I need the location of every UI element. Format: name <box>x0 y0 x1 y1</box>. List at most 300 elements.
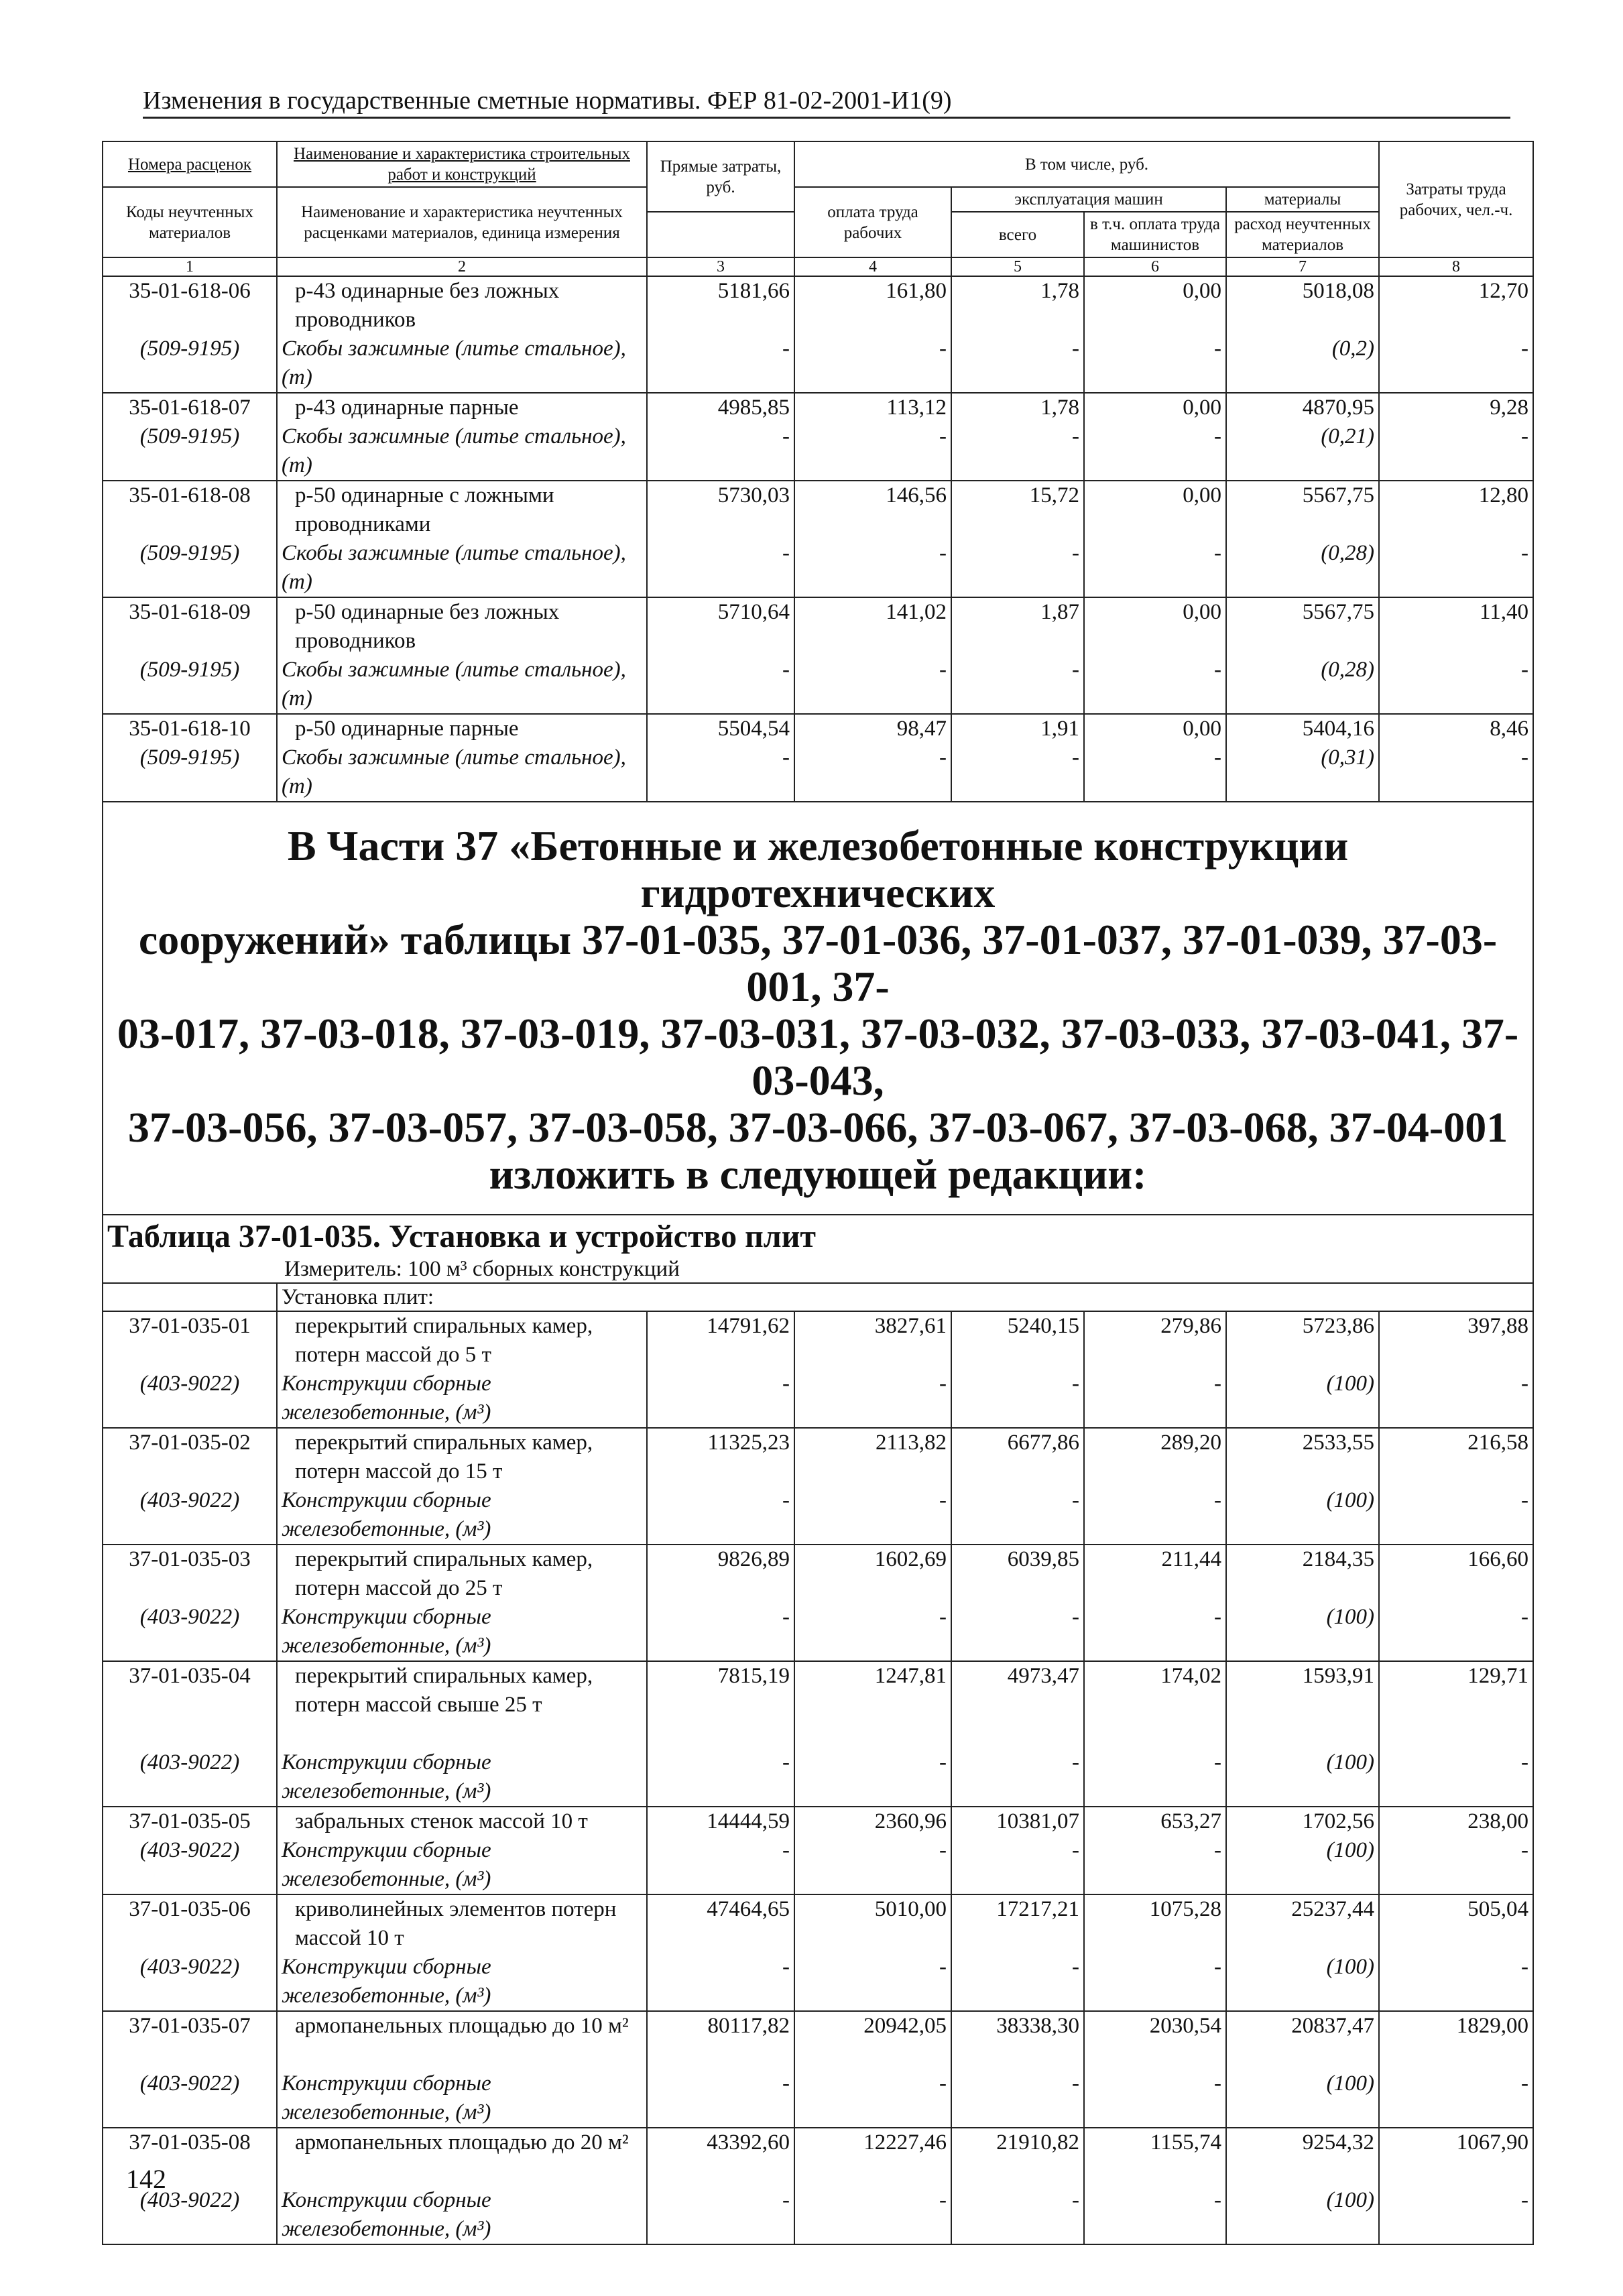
rate-value: 1155,74 <box>1150 2130 1221 2155</box>
rate-value: 14444,59 <box>707 1809 790 1833</box>
rate-value: 1067,90 <box>1456 2130 1529 2155</box>
work-name: р-50 одинарные с ложными проводниками <box>295 483 554 536</box>
rate-value: 146,56 <box>886 483 947 507</box>
material-value: - <box>939 1488 947 1512</box>
material-value: - <box>1521 2071 1529 2096</box>
rate-value: 0,00 <box>1183 279 1221 303</box>
table-row <box>103 714 1533 802</box>
table-row <box>103 1894 1533 2011</box>
rate-code: 35-01-618-09 <box>129 600 251 624</box>
table-row <box>103 481 1533 597</box>
material-value: - <box>1214 2188 1221 2212</box>
value-cell <box>1226 1661 1379 1807</box>
value-cell <box>647 1807 794 1894</box>
rate-value: 17217,21 <box>996 1897 1079 1921</box>
rate-value: 7815,19 <box>717 1664 790 1688</box>
material-value: - <box>1214 658 1221 682</box>
work-name-cell <box>277 2128 647 2244</box>
work-name-cell <box>277 1311 647 1428</box>
rate-code-cell <box>103 1428 277 1545</box>
value-cell <box>1226 714 1379 802</box>
material-code: (509-9195) <box>139 337 240 361</box>
material-name: Конструкции сборные железобетонные, (м³) <box>282 1605 491 1658</box>
material-code: (509-9195) <box>139 658 240 682</box>
work-name-cell <box>277 2011 647 2128</box>
value-cell <box>951 2011 1084 2128</box>
material-code: (403-9022) <box>139 2188 240 2212</box>
work-name-cell <box>277 393 647 481</box>
value-cell <box>794 597 951 714</box>
work-name: армопанельных площадью до 20 м² <box>295 2130 629 2155</box>
material-value: - <box>782 541 790 565</box>
rate-value: 0,00 <box>1183 600 1221 624</box>
rate-code-cell <box>103 1545 277 1661</box>
material-name: Скобы зажимные (литье стальное), (т) <box>282 541 626 594</box>
value-cell <box>794 1661 951 1807</box>
material-value: - <box>1072 424 1079 448</box>
material-name: Скобы зажимные (литье стальное), (т) <box>282 337 626 389</box>
material-name: Конструкции сборные железобетонные, (м³) <box>282 1488 491 1541</box>
value-cell <box>1379 1311 1533 1428</box>
value-cell <box>794 714 951 802</box>
rate-value: 653,27 <box>1160 1809 1221 1833</box>
work-name: перекрытий спиральных камер, потерн массой до 25 т <box>295 1547 593 1600</box>
value-cell <box>647 597 794 714</box>
rate-value: 2184,35 <box>1302 1547 1375 1571</box>
value-cell <box>1084 1311 1226 1428</box>
rate-value: 1,87 <box>1040 600 1079 624</box>
rate-code: 35-01-618-06 <box>129 279 251 303</box>
work-name: р-43 одинарные парные <box>295 396 519 420</box>
rate-value: 2360,96 <box>874 1809 947 1833</box>
rates-table <box>102 141 1534 2245</box>
material-name: Конструкции сборные железобетонные, (м³) <box>282 1955 491 2008</box>
material-value: - <box>1072 2188 1079 2212</box>
material-name: Конструкции сборные железобетонные, (м³) <box>282 1750 491 1803</box>
rate-value: 5404,16 <box>1302 717 1375 741</box>
value-cell <box>1084 714 1226 802</box>
material-value: - <box>1214 1838 1221 1862</box>
value-cell <box>647 1661 794 1807</box>
rate-value: 1,78 <box>1040 279 1079 303</box>
rate-value: 166,60 <box>1467 1547 1529 1571</box>
value-cell <box>951 1428 1084 1545</box>
rate-value: 5240,15 <box>1007 1314 1079 1338</box>
material-value: (100) <box>1326 2188 1375 2212</box>
rate-value: 6677,86 <box>1007 1431 1079 1455</box>
rate-value: 5010,00 <box>874 1897 947 1921</box>
rate-value: 2113,82 <box>875 1431 947 1455</box>
value-cell <box>1084 1661 1226 1807</box>
rate-value: 1593,91 <box>1302 1664 1375 1688</box>
rate-value: 5723,86 <box>1302 1314 1375 1338</box>
rate-code: 37-01-035-06 <box>129 1897 251 1921</box>
rate-value: 1829,00 <box>1456 2014 1529 2038</box>
rate-code-cell <box>103 597 277 714</box>
material-value: - <box>939 745 947 770</box>
work-name-cell <box>277 714 647 802</box>
material-value: - <box>939 1838 947 1862</box>
material-code: (403-9022) <box>139 1955 240 1979</box>
value-cell <box>1379 2011 1533 2128</box>
rate-value: 1,91 <box>1040 717 1079 741</box>
rate-value: 0,00 <box>1183 483 1221 507</box>
section-heading: В Части 37 «Бетонные и железобетонные конструкции гидротехнических сооружений» таблицы 37-01-035, 37-01-036, 37-01-037, 37-01-039, 37-03-001, 37- 03-017, 37-03-018, 37-03-019, 37-03-031, 37-03-032, 37-03-033, 37-03-041, 37-03-043, 37-03-056, 37-03-057, 37-03-058, 37-03-066, 37-03-067, 37-03-068, 37-04-001 изложить в следующей редакции: <box>103 802 1533 1215</box>
col-number: 3 <box>647 257 794 276</box>
rate-code-cell <box>103 714 277 802</box>
material-value: - <box>1214 745 1221 770</box>
col-labor-cost-header: Затраты труда рабочих, чел.-ч. <box>1379 141 1533 257</box>
work-name-cell <box>277 276 647 393</box>
rate-code-cell <box>103 276 277 393</box>
value-cell <box>794 276 951 393</box>
material-value: - <box>782 1955 790 1979</box>
rate-value: 5710,64 <box>717 600 790 624</box>
section-banner-row <box>103 802 1533 1215</box>
rate-value: 113,12 <box>886 396 947 420</box>
value-cell <box>1379 597 1533 714</box>
running-header: Изменения в государственные сметные нормативы. ФЕР 81-02-2001-И1(9) <box>143 86 1510 119</box>
rate-code: 37-01-035-01 <box>129 1314 251 1338</box>
material-value: (100) <box>1326 1838 1375 1862</box>
material-value: (0,28) <box>1321 541 1375 565</box>
page-number: 142 <box>126 2164 166 2194</box>
value-cell <box>1084 1428 1226 1545</box>
rate-value: 9,28 <box>1490 396 1529 420</box>
table-title-row <box>103 1215 1533 1283</box>
material-value: - <box>1521 337 1529 361</box>
value-cell <box>951 1545 1084 1661</box>
col-number: 6 <box>1084 257 1226 276</box>
material-name: Скобы зажимные (литье стальное), (т) <box>282 424 626 477</box>
material-value: - <box>939 541 947 565</box>
material-value: - <box>1521 1605 1529 1629</box>
material-code: (509-9195) <box>139 745 240 770</box>
material-value: - <box>782 2071 790 2096</box>
rate-code: 37-01-035-08 <box>129 2130 251 2155</box>
value-cell <box>647 1894 794 2011</box>
work-name: р-50 одинарные без ложных проводников <box>295 600 560 653</box>
material-code: (403-9022) <box>139 1750 240 1774</box>
material-value: - <box>939 424 947 448</box>
table-row <box>103 1428 1533 1545</box>
value-cell <box>647 2011 794 2128</box>
rate-value: 289,20 <box>1160 1431 1221 1455</box>
rate-value: 25237,44 <box>1291 1897 1375 1921</box>
material-value: - <box>782 1750 790 1774</box>
material-value: - <box>939 2071 947 2096</box>
material-value: - <box>1214 1488 1221 1512</box>
value-cell <box>1379 1807 1533 1894</box>
value-cell <box>794 1807 951 1894</box>
document-table-frame <box>102 141 1532 2245</box>
table-row <box>103 1311 1533 1428</box>
work-name-cell <box>277 1428 647 1545</box>
value-cell <box>647 393 794 481</box>
rate-value: 2030,54 <box>1149 2014 1221 2038</box>
value-cell <box>951 1661 1084 1807</box>
value-cell <box>1084 1545 1226 1661</box>
material-value: - <box>1214 1372 1221 1396</box>
work-name: перекрытий спиральных камер, потерн массой свыше 25 т <box>295 1664 593 1717</box>
rate-value: 47464,65 <box>707 1897 790 1921</box>
rate-code-cell <box>103 393 277 481</box>
value-cell <box>1379 481 1533 597</box>
table-row <box>103 393 1533 481</box>
work-name-cell <box>277 481 647 597</box>
material-value: - <box>1214 337 1221 361</box>
material-value: - <box>1521 1955 1529 1979</box>
material-value: - <box>1521 1838 1529 1862</box>
material-value: - <box>1521 745 1529 770</box>
value-cell <box>1379 714 1533 802</box>
material-value: - <box>939 1955 947 1979</box>
material-name: Конструкции сборные железобетонные, (м³) <box>282 1838 491 1891</box>
col-machinists-header: в т.ч. оплата труда машинистов <box>1084 212 1226 257</box>
material-value: (0,28) <box>1321 658 1375 682</box>
rate-code-cell <box>103 481 277 597</box>
col-names-sub: Наименование и характеристика неучтенных расценками материалов, единица измерения <box>277 187 647 257</box>
material-value: - <box>1214 1605 1221 1629</box>
material-value: (0,31) <box>1321 745 1375 770</box>
col-number: 4 <box>794 257 951 276</box>
material-value: - <box>1072 337 1079 361</box>
material-value: (100) <box>1326 1488 1375 1512</box>
material-value: (100) <box>1326 1955 1375 1979</box>
col-materials-sub-header: расход неучтенных материалов <box>1226 212 1379 257</box>
table-title-cell <box>103 1215 1533 1283</box>
table-row <box>103 276 1533 393</box>
rate-value: 1602,69 <box>874 1547 947 1571</box>
material-value: - <box>939 1372 947 1396</box>
rate-value: 80117,82 <box>707 2014 790 2038</box>
material-code: (403-9022) <box>139 1372 240 1396</box>
rate-value: 211,44 <box>1161 1547 1221 1571</box>
rate-value: 5181,66 <box>717 279 790 303</box>
rate-value: 238,00 <box>1467 1809 1529 1833</box>
rate-value: 15,72 <box>1029 483 1079 507</box>
rate-value: 14791,62 <box>707 1314 790 1338</box>
value-cell <box>1379 393 1533 481</box>
rate-value: 21910,82 <box>996 2130 1079 2155</box>
material-value: - <box>1072 745 1079 770</box>
material-value: - <box>1214 541 1221 565</box>
col-direct-spacer <box>647 212 794 257</box>
rate-value: 8,46 <box>1490 717 1529 741</box>
value-cell <box>1226 393 1379 481</box>
material-value: - <box>782 1488 790 1512</box>
rate-value: 1702,56 <box>1302 1809 1375 1833</box>
material-value: - <box>1521 424 1529 448</box>
material-value: - <box>1214 424 1221 448</box>
value-cell <box>647 2128 794 2244</box>
material-value: - <box>1072 2071 1079 2096</box>
col-materials-header: материалы <box>1226 187 1379 212</box>
material-name: Конструкции сборные железобетонные, (м³) <box>282 1372 491 1425</box>
table-row <box>103 1661 1533 1807</box>
value-cell <box>794 1894 951 2011</box>
rate-value: 505,04 <box>1467 1897 1529 1921</box>
rate-code-cell <box>103 1807 277 1894</box>
value-cell <box>794 2011 951 2128</box>
rate-value: 397,88 <box>1467 1314 1529 1338</box>
material-value: - <box>782 424 790 448</box>
rate-code: 37-01-035-02 <box>129 1431 251 1455</box>
value-cell <box>951 2128 1084 2244</box>
rate-code: 35-01-618-10 <box>129 717 251 741</box>
value-cell <box>647 481 794 597</box>
value-cell <box>1084 276 1226 393</box>
material-value: - <box>1214 2071 1221 2096</box>
rate-code: 37-01-035-05 <box>129 1809 251 1833</box>
rate-value: 141,02 <box>886 600 947 624</box>
rate-value: 9826,89 <box>717 1547 790 1571</box>
col-number: 1 <box>103 257 277 276</box>
value-cell <box>951 597 1084 714</box>
material-value: (100) <box>1326 1372 1375 1396</box>
material-value: - <box>1214 1750 1221 1774</box>
rate-code: 35-01-618-07 <box>129 396 251 420</box>
work-name-cell <box>277 1545 647 1661</box>
rate-value: 279,86 <box>1160 1314 1221 1338</box>
material-value: - <box>1072 1750 1079 1774</box>
material-value: - <box>1521 541 1529 565</box>
material-value: (100) <box>1326 2071 1375 2096</box>
material-value: - <box>1072 1838 1079 1862</box>
work-name-cell <box>277 1661 647 1807</box>
value-cell <box>1084 597 1226 714</box>
material-value: - <box>939 2188 947 2212</box>
rate-value: 174,02 <box>1160 1664 1221 1688</box>
material-name: Скобы зажимные (литье стальное), (т) <box>282 745 626 798</box>
value-cell <box>951 1894 1084 2011</box>
value-cell <box>1084 1894 1226 2011</box>
rate-value: 43392,60 <box>707 2130 790 2155</box>
value-cell <box>1226 2011 1379 2128</box>
value-cell <box>647 276 794 393</box>
col-codes-header: Номера расценок <box>103 141 277 187</box>
table-row <box>103 1545 1533 1661</box>
rate-value: 12227,46 <box>863 2130 947 2155</box>
rate-value: 11325,23 <box>707 1431 790 1455</box>
material-code: (403-9022) <box>139 1838 240 1862</box>
material-value: - <box>1521 2188 1529 2212</box>
material-value: (0,2) <box>1331 337 1375 361</box>
col-labor-pay-header: оплата труда рабочих <box>794 187 951 257</box>
value-cell <box>1379 2128 1533 2244</box>
value-cell <box>647 714 794 802</box>
value-cell <box>1379 1428 1533 1545</box>
rate-code: 35-01-618-08 <box>129 483 251 507</box>
material-code: (403-9022) <box>139 1605 240 1629</box>
col-number: 8 <box>1379 257 1533 276</box>
table-row <box>103 1807 1533 1894</box>
rate-code-cell <box>103 1661 277 1807</box>
rate-value: 0,00 <box>1183 396 1221 420</box>
material-value: - <box>1072 658 1079 682</box>
table-row <box>103 2128 1533 2244</box>
column-numbers-row <box>103 257 1533 276</box>
value-cell <box>1379 1545 1533 1661</box>
work-name: перекрытий спиральных камер, потерн массой до 15 т <box>295 1431 593 1484</box>
value-cell <box>1226 481 1379 597</box>
table-measure: Измеритель: 100 м³ сборных конструкций <box>284 1257 680 1281</box>
value-cell <box>1226 1428 1379 1545</box>
value-cell <box>1226 1545 1379 1661</box>
material-value: (100) <box>1326 1605 1375 1629</box>
rate-value: 161,80 <box>886 279 947 303</box>
value-cell <box>1226 2128 1379 2244</box>
col-codes-sub: Коды неучтенных материалов <box>103 187 277 257</box>
rate-value: 6039,85 <box>1007 1547 1079 1571</box>
work-name: перекрытий спиральных камер, потерн массой до 5 т <box>295 1314 593 1367</box>
rate-value: 2533,55 <box>1302 1431 1375 1455</box>
rate-value: 5730,03 <box>717 483 790 507</box>
rate-value: 12,70 <box>1478 279 1529 303</box>
rate-code-cell <box>103 2011 277 2128</box>
rate-value: 216,58 <box>1467 1431 1529 1455</box>
rate-value: 12,80 <box>1478 483 1529 507</box>
value-cell <box>794 481 951 597</box>
material-value: - <box>782 658 790 682</box>
rate-value: 11,40 <box>1480 600 1529 624</box>
col-number: 7 <box>1226 257 1379 276</box>
value-cell <box>794 393 951 481</box>
table-row <box>103 597 1533 714</box>
value-cell <box>951 276 1084 393</box>
rate-value: 20837,47 <box>1291 2014 1375 2038</box>
value-cell <box>794 1428 951 1545</box>
material-code: (509-9195) <box>139 424 240 448</box>
value-cell <box>1226 1311 1379 1428</box>
value-cell <box>1379 1894 1533 2011</box>
col-direct-header: Прямые затраты, руб. <box>647 141 794 212</box>
material-value: - <box>939 337 947 361</box>
value-cell <box>1084 393 1226 481</box>
work-name: армопанельных площадью до 10 м² <box>295 2014 629 2038</box>
table-title: Таблица 37-01-035. Установка и устройство плит <box>107 1219 816 1254</box>
value-cell <box>1084 1807 1226 1894</box>
material-value: - <box>1072 1605 1079 1629</box>
rate-code: 37-01-035-07 <box>129 2014 251 2038</box>
value-cell <box>951 714 1084 802</box>
col-names-header: Наименование и характеристика строительных работ и конструкций <box>277 141 647 187</box>
value-cell <box>951 1311 1084 1428</box>
work-name-cell <box>277 1894 647 2011</box>
material-value: - <box>1521 1750 1529 1774</box>
material-value: - <box>1214 1955 1221 1979</box>
group-spacer <box>103 1283 277 1311</box>
value-cell <box>647 1311 794 1428</box>
material-value: - <box>1072 1955 1079 1979</box>
value-cell <box>794 1545 951 1661</box>
value-cell <box>1226 1807 1379 1894</box>
material-name: Конструкции сборные железобетонные, (м³) <box>282 2188 491 2241</box>
value-cell <box>794 2128 951 2244</box>
material-value: - <box>1072 541 1079 565</box>
rate-value: 1247,81 <box>874 1664 947 1688</box>
group-label: Установка плит: <box>277 1283 1533 1311</box>
value-cell <box>1084 2011 1226 2128</box>
rate-value: 4973,47 <box>1007 1664 1079 1688</box>
rate-code-cell <box>103 1311 277 1428</box>
rate-code-cell <box>103 1894 277 2011</box>
value-cell <box>1084 2128 1226 2244</box>
work-name: р-43 одинарные без ложных проводников <box>295 279 560 332</box>
rate-value: 38338,30 <box>996 2014 1079 2038</box>
material-value: - <box>782 1605 790 1629</box>
table-row <box>103 2011 1533 2128</box>
